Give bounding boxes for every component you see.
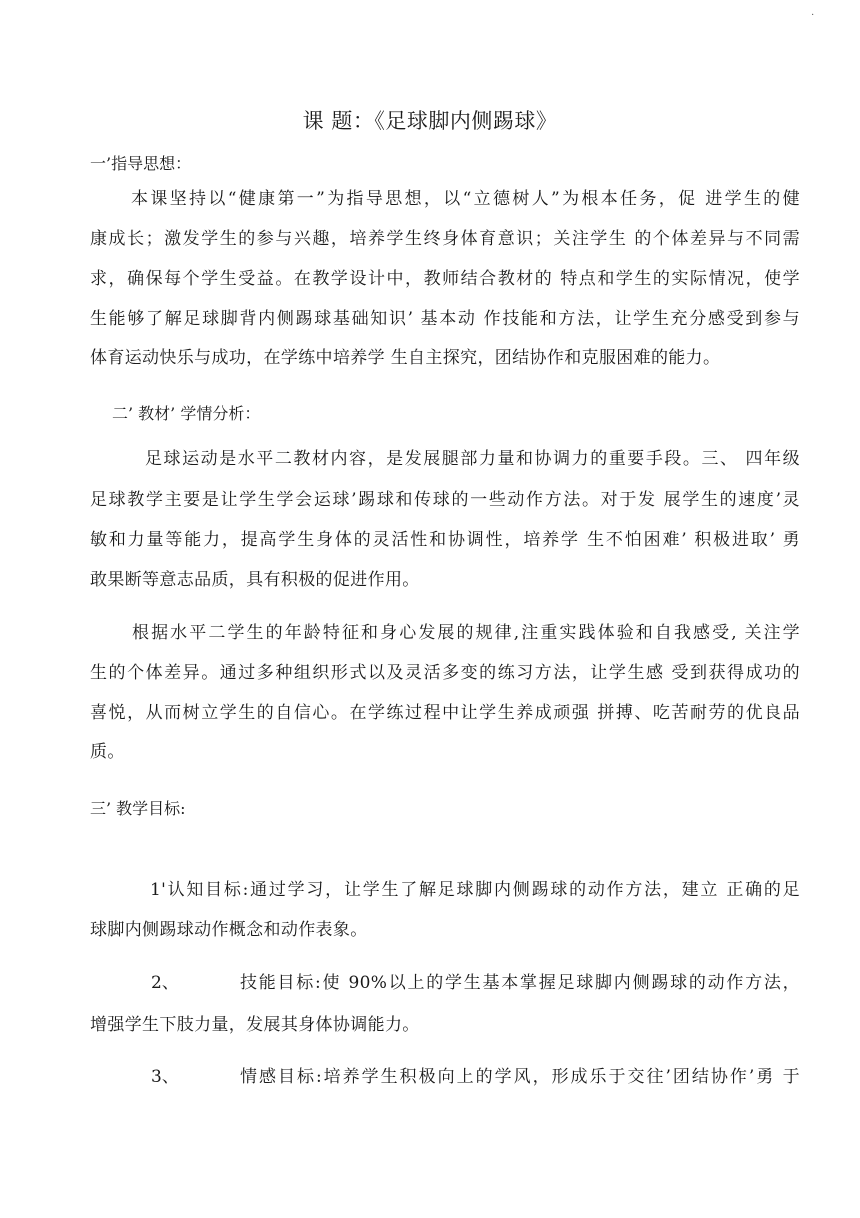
goal-skill-line: 增强学生下肢力量，发展其身体协调能力。 xyxy=(90,1015,420,1035)
paragraph-line: 本课坚持以“健康第一”为指导思想，以“立德树人”为根本任务，促 进学生的健 xyxy=(131,189,800,209)
goal-emotion-line: 情感目标:培养学生积极向上的学风，形成乐于交往’团结协作’勇 于 xyxy=(240,1067,800,1087)
goal-cognitive-line: 球脚内侧踢球动作概念和动作表象。 xyxy=(90,920,368,940)
section-heading-teaching-goals: 三’ 教学目标: xyxy=(90,799,186,818)
paragraph-line: 生的个体差异。通过多种组织形式以及灵活多变的练习方法，让学生感 受到获得成功的 xyxy=(90,663,800,683)
paragraph-line: 敢果断等意志品质，具有积极的促进作用。 xyxy=(90,570,420,590)
paragraph-line: 体育运动快乐与成功，在学练中培养学 生自主探究，团结协作和克服困难的能力。 xyxy=(90,348,721,368)
goal-skill-number: 2、 xyxy=(151,973,179,993)
paragraph-line: 足球运动是水平二教材内容，是发展腿部力量和协调力的重要手段。三、 四年级 xyxy=(145,449,800,469)
page-marker: · xyxy=(811,10,815,21)
section-heading-guiding-ideology: 一’指导思想： xyxy=(90,154,192,173)
paragraph-line: 喜悦，从而树立学生的自信心。在学练过程中让学生养成顽强 拼搏、吃苦耐劳的优良品 xyxy=(90,703,800,723)
paragraph-line: 质。 xyxy=(90,742,125,762)
paragraph-line: 求，确保每个学生受益。在教学设计中，教师结合教材的 特点和学生的实际情况，使学 xyxy=(90,269,800,289)
lesson-title: 课 题：《足球脚内侧踢球》 xyxy=(302,109,558,133)
section-heading-materials-analysis: 二’ 教材’ 学情分析： xyxy=(112,404,261,423)
goal-cognitive-line: 1'认知目标:通过学习，让学生了解足球脚内侧踢球的动作方法，建立 正确的足 xyxy=(150,880,800,900)
paragraph-line: 生能够了解足球脚背内侧踢球基础知识’ 基本动 作技能和方法，让学生充分感受到参与 xyxy=(90,309,800,329)
goal-emotion-number: 3、 xyxy=(151,1067,179,1087)
goal-skill-line: 技能目标:使 90%以上的学生基本掌握足球脚内侧踢球的动作方法， xyxy=(240,973,800,993)
paragraph-line: 足球教学主要是让学生学会运球’踢球和传球的一些动作方法。对于发 展学生的速度’灵 xyxy=(90,490,800,510)
paragraph-line: 根据水平二学生的年龄特征和身心发展的规律,注重实践体验和自我感受, 关注学 xyxy=(132,623,800,643)
paragraph-line: 康成长；激发学生的参与兴趣，培养学生终身体育意识；关注学生 的个体差异与不同需 xyxy=(90,229,800,249)
paragraph-line: 敏和力量等能力，提高学生身体的灵活性和协调性，培养学 生不怕困难’ 积极进取’ 勇 xyxy=(90,530,800,550)
